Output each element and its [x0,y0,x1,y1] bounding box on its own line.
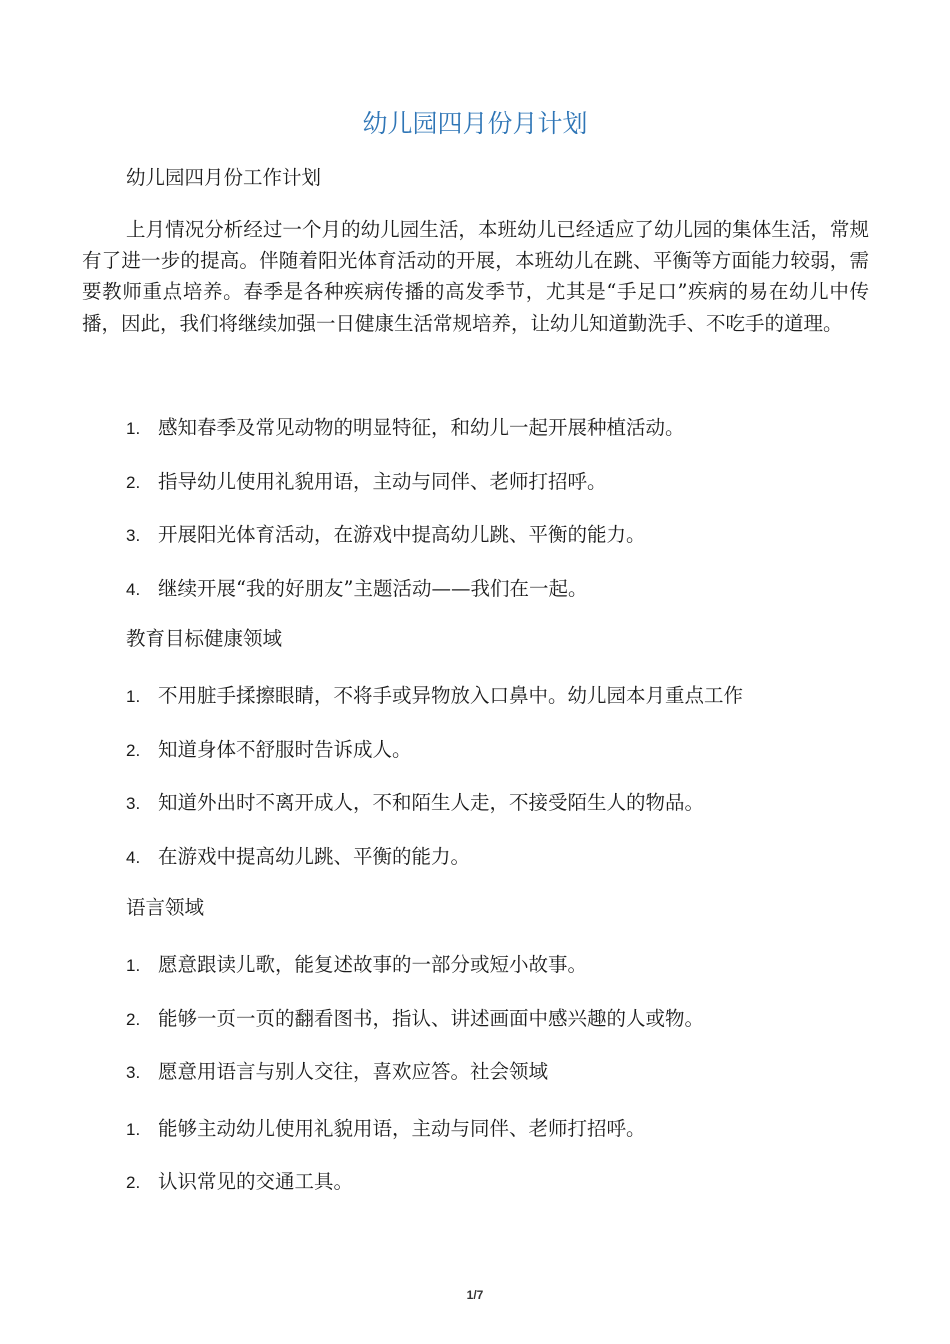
list-number: 2. [126,1173,141,1192]
list-text: 认识常见的交通工具。 [158,1170,354,1193]
list-text: 不用脏手揉擦眼睛，不将手或异物放入口鼻中。幼儿园本月重点工作 [158,684,744,707]
list-text: 指导幼儿使用礼貌用语，主动与同伴、老师打招呼。 [158,470,607,493]
list-text: 能够一页一页的翻看图书，指认、讲述画面中感兴趣的人或物。 [158,1007,705,1030]
intro-paragraph: 上月情况分析经过一个月的幼儿园生活，本班幼儿已经适应了幼儿园的集体生活，常规有了进一步的提高。伴随着阳光体育活动的开展，本班幼儿在跳、平衡等方面能力较弱，需要教师重点培养。春季是各种疾病传播的高发季节，尤其是“手足口”疾病的易在幼儿中传播，因此，我们将继续加强一日健康生活常规培养，让幼儿知道勤洗手、不吃手的道理。 [82,218,869,335]
list-number: 4. [126,580,141,599]
list-number: 1. [126,1120,141,1139]
list-item [126,467,607,498]
list-text: 愿意跟读儿歌，能复述故事的一部分或短小故事。 [158,953,588,976]
list-text: 开展阳光体育活动，在游戏中提高幼儿跳、平衡的能力。 [158,523,646,546]
list-number: 1. [126,687,141,706]
list-number: 2. [126,741,141,760]
list-item [126,1114,646,1145]
list-number: 3. [126,794,141,813]
list-item [126,1004,704,1035]
list-text: 知道外出时不离开成人，不和陌生人走，不接受陌生人的物品。 [158,791,705,814]
list-number: 4. [126,848,141,867]
list-item [126,574,587,605]
list-item [126,1057,548,1088]
list-number: 2. [126,473,141,492]
list-text: 继续开展“我的好朋友”主题活动——我们在一起。 [158,577,588,600]
section-heading-health: 教育目标健康领域 [126,627,283,650]
list-text: 在游戏中提高幼儿跳、平衡的能力。 [158,845,471,868]
list-item [126,413,685,444]
list-number: 1. [126,419,141,438]
document-title: 幼儿园四月份月计划 [362,109,588,138]
list-text: 愿意用语言与别人交往，喜欢应答。社会领域 [158,1060,549,1083]
list-text: 知道身体不舒服时告诉成人。 [158,738,412,761]
page-number: 1/7 [466,1288,484,1302]
list-item [126,950,587,981]
subtitle: 幼儿园四月份工作计划 [126,166,322,189]
list-item [126,1167,353,1198]
list-number: 3. [126,526,141,545]
list-item [126,735,412,766]
list-item [126,681,743,712]
list-item [126,788,704,819]
list-text: 能够主动幼儿使用礼貌用语，主动与同伴、老师打招呼。 [158,1117,646,1140]
list-item [126,520,646,551]
list-item [126,842,470,873]
list-number: 3. [126,1063,141,1082]
list-text: 感知春季及常见动物的明显特征，和幼儿一起开展种植活动。 [158,416,685,439]
list-number: 2. [126,1010,141,1029]
list-number: 1. [126,956,141,975]
section-heading-language: 语言领域 [126,896,205,919]
